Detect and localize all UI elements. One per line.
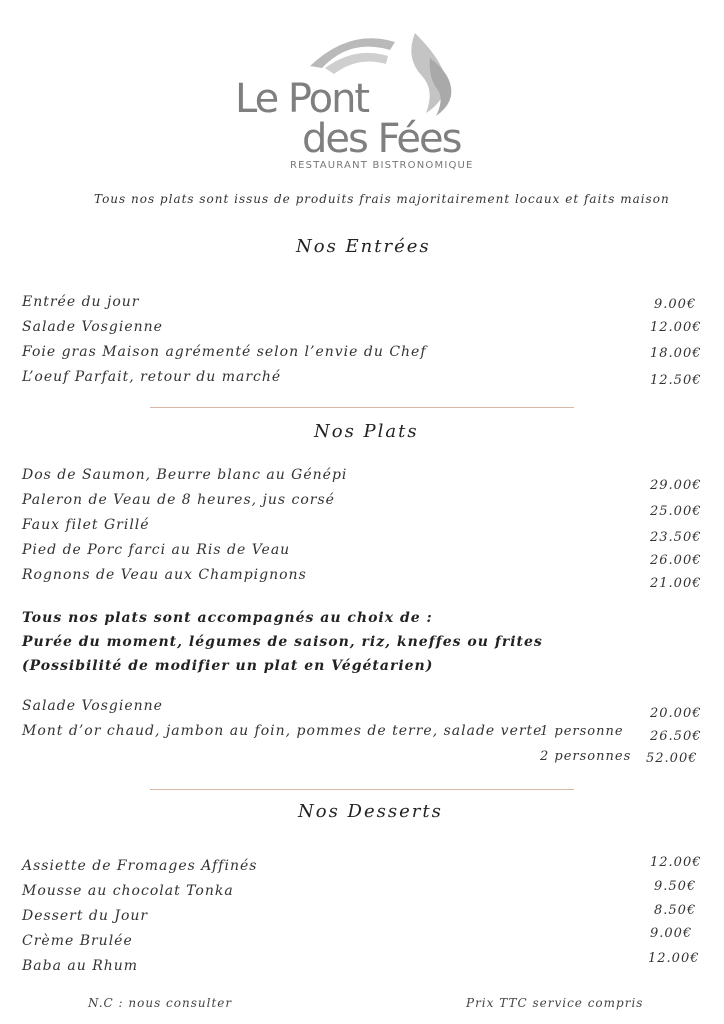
logo-name-line2: des Fées: [302, 116, 461, 162]
menu-item-name: Faux filet Grillé: [22, 517, 150, 533]
menu-item-price: 18.00€: [650, 346, 702, 361]
menu-item-name: Mont d’or chaud, jambon au foin, pommes de terre, salade verte: [22, 723, 543, 739]
menu-item-name: Paleron de Veau de 8 heures, jus corsé: [22, 492, 335, 508]
menu-item-name: Pied de Porc farci au Ris de Veau: [22, 542, 291, 558]
menu-item-name: Mousse au chocolat Tonka: [22, 883, 234, 899]
menu-item-price: 21.00€: [650, 576, 702, 591]
menu-item-name: Dessert du Jour: [22, 908, 149, 924]
menu-item-name: Rognons de Veau aux Champignons: [22, 567, 307, 583]
section-title-entrees: Nos Entrées: [296, 236, 431, 257]
menu-item-price: 12.00€: [650, 855, 702, 870]
logo-name-line1: Le Pont: [235, 76, 369, 122]
menu-item-price: 25.00€: [650, 504, 702, 519]
menu-item-name: L’oeuf Parfait, retour du marché: [22, 369, 282, 385]
menu-item-price: 29.00€: [650, 478, 702, 493]
vegetarian-note: (Possibilité de modifier un plat en Végétarien): [22, 658, 434, 674]
menu-item-price: 9.50€: [654, 879, 697, 894]
section-title-plats: Nos Plats: [314, 421, 419, 442]
menu-item-price: 12.50€: [650, 373, 702, 388]
logo-subtitle: RESTAURANT BISTRONOMIQUE: [290, 160, 474, 171]
section-divider: [150, 789, 574, 790]
section-divider: [150, 407, 574, 408]
menu-item-price: 26.50€: [650, 729, 702, 744]
menu-item-name: Foie gras Maison agrémenté selon l’envie du Chef: [22, 344, 427, 360]
menu-item-name: Entrée du jour: [22, 294, 140, 310]
footer-price-note: Prix TTC service compris: [466, 996, 644, 1010]
menu-item-name: Salade Vosgienne: [22, 698, 163, 714]
menu-item-name: Baba au Rhum: [22, 958, 139, 974]
restaurant-logo: [230, 28, 500, 178]
menu-item-price: 26.00€: [650, 553, 702, 568]
menu-item-price: 52.00€: [646, 751, 698, 766]
menu-item-price: 9.00€: [654, 297, 697, 312]
menu-item-name: Dos de Saumon, Beurre blanc au Génépi: [22, 467, 348, 483]
menu-item-price: 20.00€: [650, 706, 702, 721]
menu-item-name: Assiette de Fromages Affinés: [22, 858, 258, 874]
menu-item-price: 23.50€: [650, 530, 702, 545]
portion-qualifier: 2 personnes: [540, 749, 632, 764]
tagline: Tous nos plats sont issus de produits frais majoritairement locaux et faits maison: [94, 192, 670, 206]
menu-item-price: 12.00€: [650, 320, 702, 335]
accompaniment-options: Purée du moment, légumes de saison, riz, kneffes ou frites: [22, 634, 543, 650]
menu-item-price: 8.50€: [654, 903, 697, 918]
menu-item-name: Salade Vosgienne: [22, 319, 163, 335]
menu-item-name: Crème Brulée: [22, 933, 133, 949]
section-title-desserts: Nos Desserts: [298, 801, 443, 822]
footer-nc-note: N.C : nous consulter: [88, 996, 233, 1010]
menu-item-price: 9.00€: [650, 926, 693, 941]
accompaniment-note: Tous nos plats sont accompagnés au choix de :: [22, 610, 433, 626]
menu-item-price: 12.00€: [648, 951, 700, 966]
portion-qualifier: 1 personne: [540, 724, 624, 739]
